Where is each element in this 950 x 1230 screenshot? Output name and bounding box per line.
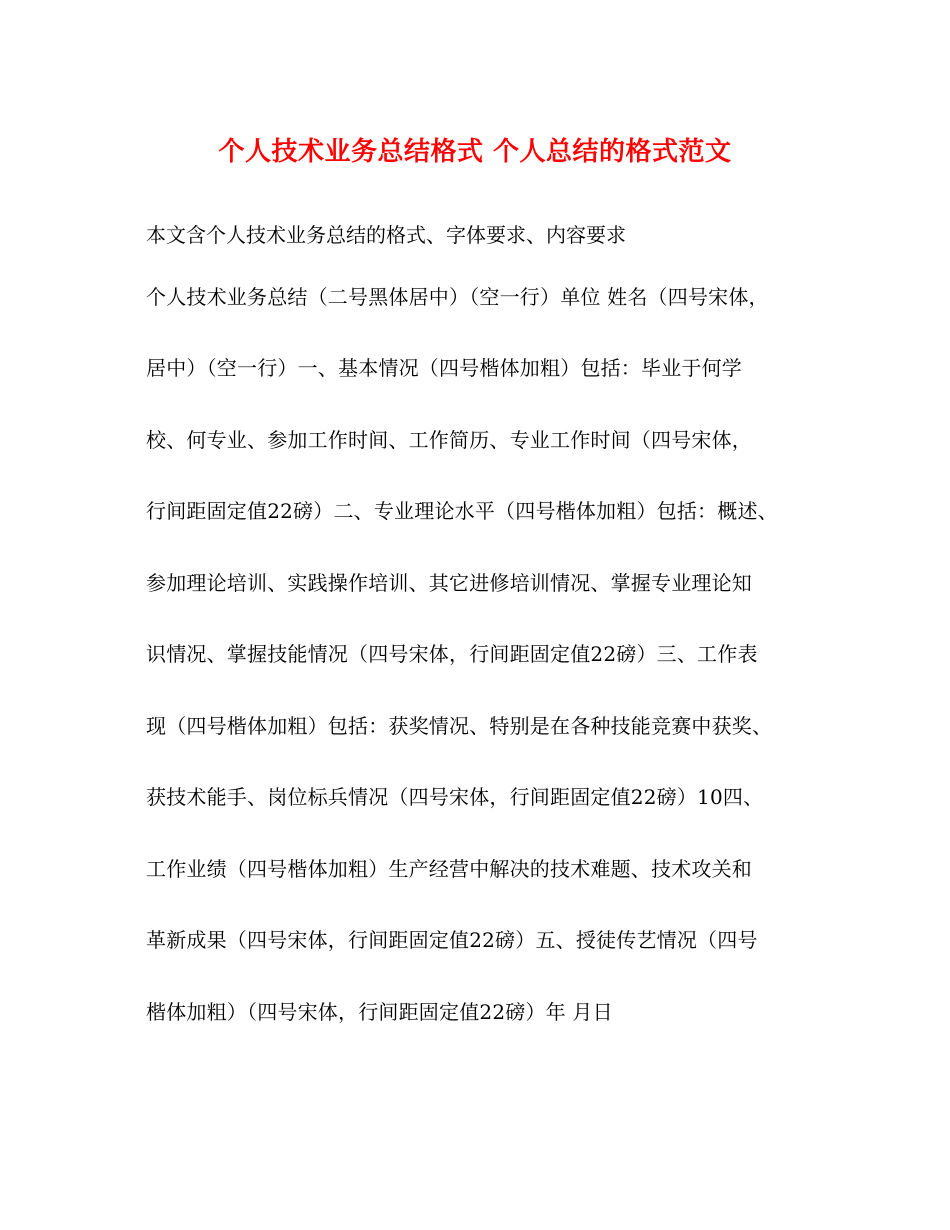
- body-line: 获技术能手、岗位标兵情况（四号宋体，行间距固定值22磅）10四、: [146, 785, 764, 809]
- body-line: 个人技术业务总结（二号黑体居中）（空一行）单位 姓名（四号宋体，: [146, 285, 769, 309]
- document-intro: 本文含个人技术业务总结的格式、字体要求、内容要求: [146, 223, 626, 247]
- body-line: 革新成果（四号宋体，行间距固定值22磅）五、授徒传艺情况（四号: [146, 928, 758, 952]
- body-line: 识情况、掌握技能情况（四号宋体，行间距固定值22磅）三、工作表: [146, 642, 758, 666]
- body-line: 现（四号楷体加粗）包括：获奖情况、特别是在各种技能竞赛中获奖、: [146, 714, 773, 738]
- body-line: 行间距固定值22磅）二、专业理论水平（四号楷体加粗）包括：概述、: [146, 499, 778, 523]
- body-line: 楷体加粗）（四号宋体，行间距固定值22磅）年 月日: [146, 1000, 613, 1024]
- body-line: 参加理论培训、实践操作培训、其它进修培训情况、掌握专业理论知: [146, 571, 752, 595]
- body-line: 工作业绩（四号楷体加粗）生产经营中解决的技术难题、技术攻关和: [146, 857, 752, 881]
- document-title: 个人技术业务总结格式 个人总结的格式范文: [218, 137, 732, 167]
- body-line: 校、何专业、参加工作时间、工作简历、专业工作时间（四号宋体，: [146, 428, 752, 452]
- body-line: 居中）（空一行）一、基本情况（四号楷体加粗）包括：毕业于何学: [146, 356, 742, 380]
